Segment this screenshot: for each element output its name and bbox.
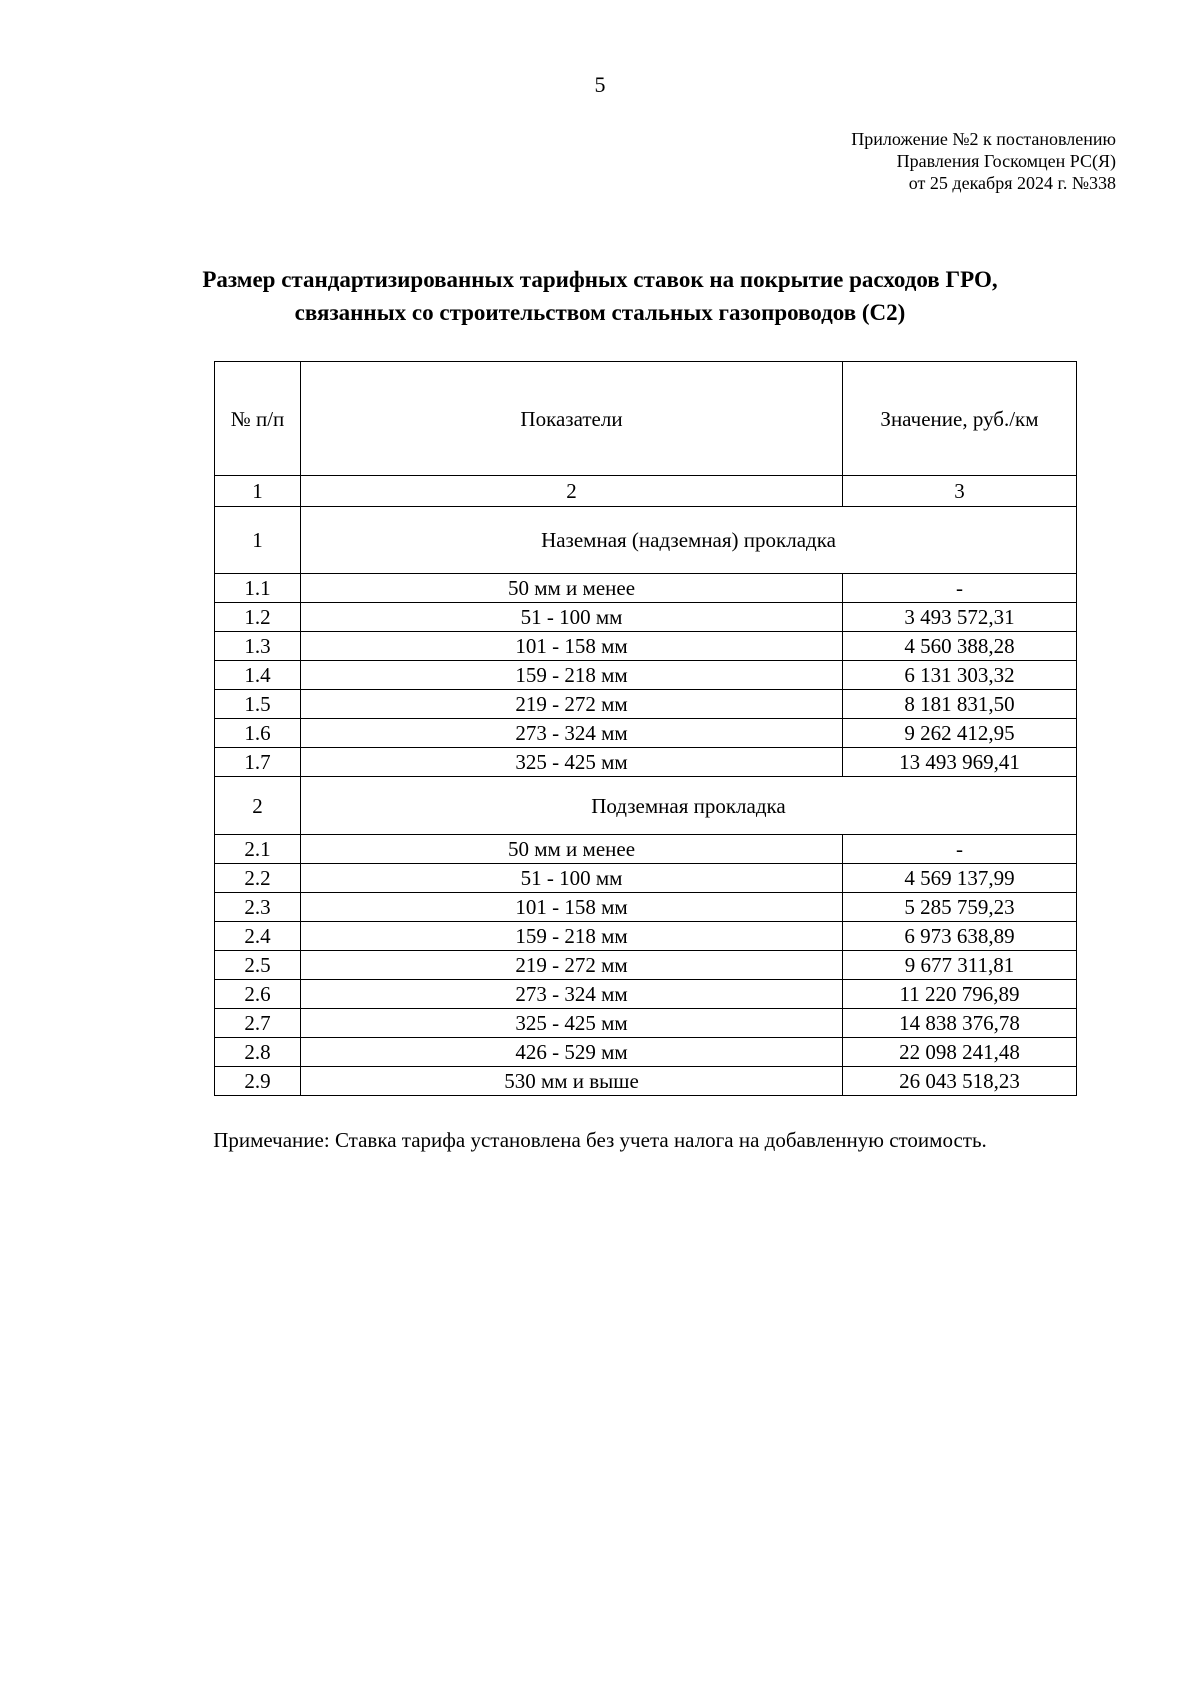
- section-number: 2: [215, 777, 301, 835]
- row-indicator: 51 - 100 мм: [301, 603, 843, 632]
- document-title: [100, 263, 1100, 329]
- row-value: 22 098 241,48: [843, 1038, 1077, 1067]
- title-line-1: Размер стандартизированных тарифных ставок на покрытие расходов ГРО,: [202, 267, 998, 292]
- column-numbers-row: [215, 476, 1077, 507]
- row-indicator: 50 мм и менее: [301, 574, 843, 603]
- row-value: 13 493 969,41: [843, 748, 1077, 777]
- table-row: [215, 893, 1077, 922]
- row-number: 2.1: [215, 835, 301, 864]
- row-indicator: 325 - 425 мм: [301, 748, 843, 777]
- section-title: Подземная прокладка: [301, 777, 1077, 835]
- appendix-line-1: Приложение №2 к постановлению: [851, 129, 1116, 149]
- tariff-table: [214, 361, 1077, 1096]
- row-number: 2.5: [215, 951, 301, 980]
- row-indicator: 219 - 272 мм: [301, 951, 843, 980]
- row-value: 9 677 311,81: [843, 951, 1077, 980]
- row-value: 4 560 388,28: [843, 632, 1077, 661]
- section-number: 1: [215, 507, 301, 574]
- title-line-2: связанных со строительством стальных газопроводов (С2): [294, 300, 906, 325]
- row-number: 1.1: [215, 574, 301, 603]
- row-number: 1.6: [215, 719, 301, 748]
- row-indicator: 426 - 529 мм: [301, 1038, 843, 1067]
- row-indicator: 219 - 272 мм: [301, 690, 843, 719]
- appendix-line-3: от 25 декабря 2024 г. №338: [908, 173, 1116, 193]
- table-row: [215, 632, 1077, 661]
- row-value: 4 569 137,99: [843, 864, 1077, 893]
- row-indicator: 159 - 218 мм: [301, 661, 843, 690]
- header-indicators: Показатели: [301, 362, 843, 476]
- row-indicator: 51 - 100 мм: [301, 864, 843, 893]
- row-indicator: 530 мм и выше: [301, 1067, 843, 1096]
- row-value: 6 131 303,32: [843, 661, 1077, 690]
- row-indicator: 50 мм и менее: [301, 835, 843, 864]
- page-number: 5: [594, 72, 606, 97]
- table-row: [215, 1038, 1077, 1067]
- section-row: [215, 507, 1077, 574]
- row-number: 1.2: [215, 603, 301, 632]
- header-number: № п/п: [215, 362, 301, 476]
- row-value: 6 973 638,89: [843, 922, 1077, 951]
- table-row: [215, 603, 1077, 632]
- row-number: 2.4: [215, 922, 301, 951]
- row-indicator: 273 - 324 мм: [301, 719, 843, 748]
- table-row: [215, 1067, 1077, 1096]
- row-value: 5 285 759,23: [843, 893, 1077, 922]
- row-indicator: 325 - 425 мм: [301, 1009, 843, 1038]
- table-row: [215, 980, 1077, 1009]
- row-indicator: 159 - 218 мм: [301, 922, 843, 951]
- row-number: 2.7: [215, 1009, 301, 1038]
- row-number: 2.3: [215, 893, 301, 922]
- header-value: Значение, руб./км: [843, 362, 1077, 476]
- table-row: [215, 719, 1077, 748]
- row-number: 2.6: [215, 980, 301, 1009]
- table-row: [215, 951, 1077, 980]
- row-number: 1.3: [215, 632, 301, 661]
- row-number: 2.2: [215, 864, 301, 893]
- column-number: 3: [843, 476, 1077, 507]
- appendix-line-2: Правления Госкомцен РС(Я): [896, 151, 1116, 171]
- table-row: [215, 864, 1077, 893]
- row-number: 2.9: [215, 1067, 301, 1096]
- row-value: 11 220 796,89: [843, 980, 1077, 1009]
- row-indicator: 101 - 158 мм: [301, 632, 843, 661]
- column-number: 1: [215, 476, 301, 507]
- section-title: Наземная (надземная) прокладка: [301, 507, 1077, 574]
- row-indicator: 273 - 324 мм: [301, 980, 843, 1009]
- row-number: 2.8: [215, 1038, 301, 1067]
- row-value: 8 181 831,50: [843, 690, 1077, 719]
- row-indicator: 101 - 158 мм: [301, 893, 843, 922]
- appendix-reference: [851, 128, 1116, 194]
- table-row: [215, 835, 1077, 864]
- row-value: 26 043 518,23: [843, 1067, 1077, 1096]
- table-row: [215, 1009, 1077, 1038]
- row-value: -: [843, 574, 1077, 603]
- table-row: [215, 574, 1077, 603]
- table-row: [215, 922, 1077, 951]
- row-number: 1.5: [215, 690, 301, 719]
- section-row: [215, 777, 1077, 835]
- table-row: [215, 661, 1077, 690]
- footnote: Примечание: Ставка тарифа установлена без учета налога на добавленную стоимость.: [213, 1128, 987, 1152]
- table-row: [215, 748, 1077, 777]
- row-value: -: [843, 835, 1077, 864]
- column-number: 2: [301, 476, 843, 507]
- row-number: 1.4: [215, 661, 301, 690]
- row-number: 1.7: [215, 748, 301, 777]
- row-value: 14 838 376,78: [843, 1009, 1077, 1038]
- table-row: [215, 690, 1077, 719]
- row-value: 9 262 412,95: [843, 719, 1077, 748]
- row-value: 3 493 572,31: [843, 603, 1077, 632]
- table-header-row: [215, 362, 1077, 476]
